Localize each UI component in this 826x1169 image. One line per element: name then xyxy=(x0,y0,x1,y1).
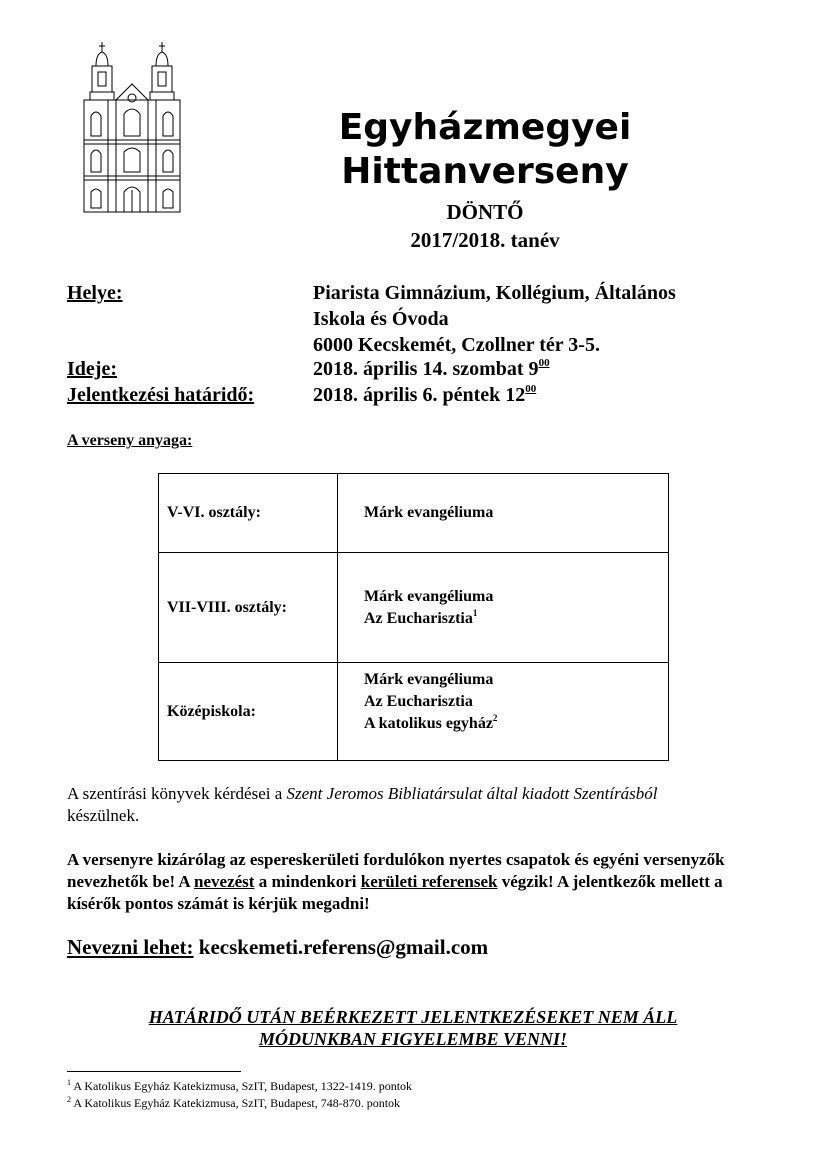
title-line1: Egyházmegyei xyxy=(338,107,632,148)
footnote-2 xyxy=(67,1095,400,1111)
contact xyxy=(67,935,488,960)
material-heading: A verseny anyaga: xyxy=(67,432,193,449)
title-line2: Hittanverseny xyxy=(341,151,629,192)
bible-source: Szent Jeromos Bibliatársulat által kiadott Szentírásból xyxy=(286,784,658,803)
material-line-text: A katolikus egyház xyxy=(364,715,493,732)
rules-referensek: kerületi referensek xyxy=(360,872,498,891)
place-line1: Piarista Gimnázium, Kollégium, Általános xyxy=(313,282,676,304)
deadline-value xyxy=(313,383,536,407)
subtitle: DÖNTŐ xyxy=(446,200,524,224)
material-cell xyxy=(338,474,669,553)
time-sup: 00 xyxy=(538,357,550,369)
footnote-num: 1 xyxy=(67,1078,71,1087)
class-cell: Középiskola: xyxy=(159,663,338,761)
footnote-text: A Katolikus Egyház Katekizmusa, SzIT, Budapest, 1322-1419. pontok xyxy=(71,1079,413,1093)
material-line xyxy=(364,713,668,735)
warning xyxy=(67,1006,759,1050)
deadline-value-text: 2018. április 6. péntek 12 xyxy=(313,384,526,406)
paragraph-bible xyxy=(67,783,767,827)
deadline-sup: 00 xyxy=(525,383,537,395)
rules-text-1: A versenyre kizárólag az espereskerületi fordulókon nyertes csapatok és egyéni versenyzők nevezhetők be! A xyxy=(67,850,725,891)
time-label: Ideje: xyxy=(67,358,117,380)
material-table xyxy=(158,473,669,761)
paragraph-bible-end: készülnek. xyxy=(67,806,140,825)
table-row xyxy=(159,474,669,553)
class-cell: VII-VIII. osztály: xyxy=(159,553,338,663)
footnote-divider xyxy=(67,1071,241,1072)
rules-text-3: végzik! A jelentkezők mellett a kísérők pontos számát is kérjük megadni! xyxy=(67,872,723,913)
material-line: Márk evangéliuma xyxy=(364,504,494,521)
warning-line1: HATÁRIDŐ UTÁN BEÉRKEZETT JELENTKEZÉSEKET NEM ÁLL xyxy=(148,1007,678,1027)
material-line: Az Eucharisztia xyxy=(364,693,473,710)
rules-text-2: a mindenkori xyxy=(254,872,361,891)
footnote-1 xyxy=(67,1078,412,1094)
material-line-text: Az Eucharisztia xyxy=(364,609,473,627)
material-line: Márk evangéliuma xyxy=(364,587,494,605)
footnote-ref: 2 xyxy=(492,713,498,723)
church-illustration xyxy=(78,40,186,214)
place-line3: 6000 Kecskemét, Czollner tér 3-5. xyxy=(313,334,600,356)
paragraph-bible-text: A szentírási könyvek kérdései a xyxy=(67,784,287,803)
table-row xyxy=(159,553,669,663)
contact-email[interactable]: kecskemeti.referens@gmail.com xyxy=(198,935,489,959)
footnote-ref: 1 xyxy=(472,607,478,618)
time-value-text: 2018. április 14. szombat 9 xyxy=(313,358,539,380)
material-line: Márk evangéliuma xyxy=(364,671,494,688)
time-value xyxy=(313,357,550,381)
material-cell xyxy=(338,663,669,761)
place-label: Helye: xyxy=(67,282,123,304)
table-row xyxy=(159,663,669,761)
footnote-text: A Katolikus Egyház Katekizmusa, SzIT, Budapest, 748-870. pontok xyxy=(71,1096,401,1110)
deadline-label: Jelentkezési határidő: xyxy=(67,384,255,406)
rules-nevezes: nevezést xyxy=(194,872,255,891)
warning-line2: MÓDUNKBAN FIGYELEMBE VENNI! xyxy=(258,1029,568,1049)
material-cell xyxy=(338,553,669,663)
class-cell: V-VI. osztály: xyxy=(159,474,338,553)
place-line2: Iskola és Óvoda xyxy=(313,308,449,330)
paragraph-rules xyxy=(67,849,767,915)
contact-label: Nevezni lehet: xyxy=(67,935,194,959)
footnote-num: 2 xyxy=(67,1095,71,1104)
material-line xyxy=(364,608,668,630)
school-year: 2017/2018. tanév xyxy=(410,228,560,252)
